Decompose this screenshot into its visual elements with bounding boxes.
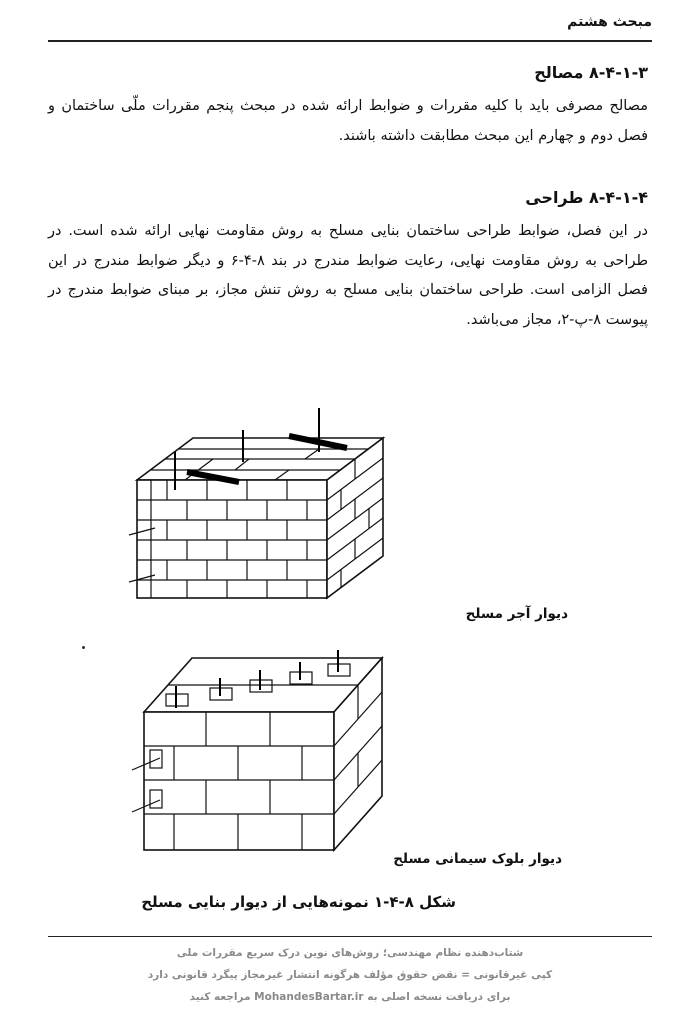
stray-mark: [82, 646, 85, 649]
footer-line-1: شتاب‌دهنده نظام مهندسی؛ روش‌های نوین درک سریع مقررات ملی: [176, 947, 524, 959]
footer-line-2: کپی غیرقانونی = نقض حقوق مؤلف هرگونه انتشار غیرمجاز پیگرد قانونی دارد: [147, 969, 553, 981]
figure-title: شکل ۸-۴-۱ نمونه‌هایی از دیوار بنایی مسلح: [141, 893, 456, 911]
footer-line-3: برای دریافت نسخه اصلی به MohandesBartar.ir مراجعه کنید: [189, 991, 511, 1003]
section-heading-materials: ۸-۴-۱-۳ مصالح: [534, 63, 648, 82]
header-title: مبحث هشتم: [567, 14, 652, 30]
main-content: [48, 60, 648, 335]
brick-wall-caption: دیوار آجر مسلح: [465, 606, 568, 622]
section-paragraph-materials: مصالح مصرفی باید با کلیه مقررات و ضوابط ارائه شده در مبحث پنجم مقررات ملّی ساختمان و فصل دوم و چهارم این مبحث مطابقت داشته باشند.: [48, 98, 648, 144]
header-rule: [48, 40, 652, 42]
block-wall-caption: دیوار بلوک سیمانی مسلح: [393, 851, 562, 867]
section-paragraph-design: در این فصل، ضوابط طراحی ساختمان بنایی مسلح به روش مقاومت نهایی ارائه شده است. در طراحی به روش مقاومت نهایی، رعایت ضوابط مندرج در بند ۸-۴-۶ و دیگر ضوابط مندرج در این فصل الزامی است. طراحی ساختمان بنایی مسلح به روش تنش مجاز، بر مبنای ضوابط مندرج در پیوست ۸-پ-۲، مجاز می‌باشد.: [48, 223, 649, 328]
reinforced-brick-wall-drawing: [125, 400, 395, 610]
section-heading-design: ۸-۴-۱-۴ طراحی: [525, 188, 648, 207]
footer-watermark: [0, 942, 700, 1008]
reinforced-block-wall-drawing: [130, 650, 390, 860]
footer-rule: [48, 936, 652, 937]
